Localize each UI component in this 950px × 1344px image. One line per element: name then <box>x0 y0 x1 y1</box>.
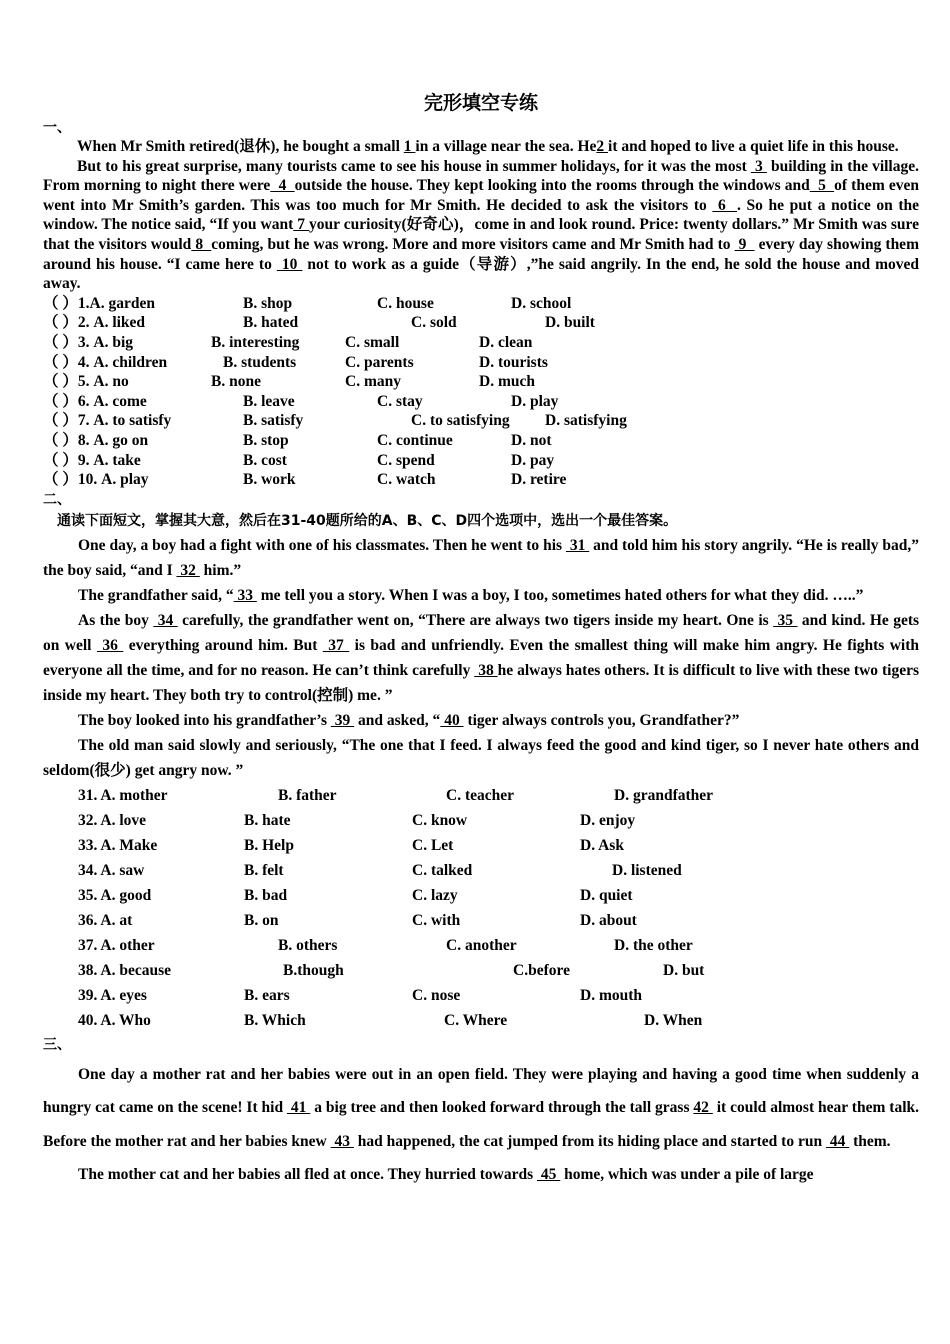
option-c: C. Let <box>412 836 454 854</box>
option-a: 36. A. at <box>78 911 133 929</box>
passage-text: One day, a boy had a fight with one of his classmates. Then he went to his <box>78 536 566 554</box>
section-2-passage <box>43 533 919 783</box>
passage-text: of them even went into Mr Smith’s garden. This was too much for Mr Smith. He decided to ask the visitors to <box>43 177 919 214</box>
option-row <box>78 858 919 883</box>
passage-paragraph <box>43 533 919 583</box>
option-c: C. with <box>412 911 461 929</box>
section-1-passage <box>43 137 919 294</box>
option-d: D. clean <box>479 333 533 351</box>
option-d: D. grandfather <box>614 786 714 804</box>
option-row <box>43 470 919 490</box>
option-d: D. but <box>663 961 705 979</box>
answer-blank: 31 <box>565 536 590 554</box>
option-a: 38. A. because <box>78 961 171 979</box>
option-c: C. sold <box>411 314 457 332</box>
option-a: （ ）6. A. come <box>43 392 147 410</box>
section-3-passage <box>43 1058 919 1192</box>
option-b: B. students <box>223 353 297 371</box>
option-a: （ ）9. A. take <box>43 451 141 469</box>
option-b: B. bad <box>244 886 288 904</box>
answer-blank: 7 <box>293 216 310 234</box>
option-row <box>43 451 919 471</box>
passage-text: The grandfather said, “ <box>78 586 234 604</box>
answer-blank: 5 <box>809 177 835 195</box>
option-c: C. lazy <box>412 886 458 904</box>
option-c: C. Where <box>444 1011 508 1029</box>
passage-text: The mother cat and her babies all fled at once. They hurried towards <box>78 1165 537 1183</box>
option-row <box>78 958 919 983</box>
option-a: （ ）2. A. liked <box>43 314 146 332</box>
option-c: C. many <box>345 373 401 391</box>
option-c: C. watch <box>377 471 436 489</box>
option-a: （ ）5. A. no <box>43 373 129 391</box>
option-a: 40. A. Who <box>78 1011 151 1029</box>
option-d: D. school <box>511 294 572 312</box>
answer-blank: 3 <box>750 157 767 175</box>
section-2-instruction: 通读下面短文，掌握其大意，然后在31-40题所给的A、B、C、D四个选项中，选出一个最佳答案。 <box>57 512 678 529</box>
passage-paragraph <box>43 137 919 157</box>
option-b: B.though <box>283 961 344 979</box>
option-c: C. stay <box>377 392 423 410</box>
passage-text: not to work as a guide（导游）,”he said angrily. In the end, he sold the house and moved away. <box>43 255 920 293</box>
option-b: B. father <box>278 786 337 804</box>
option-a: 33. A. Make <box>78 836 158 854</box>
page-title: 完形填空专练 <box>423 92 538 114</box>
option-c: C. parents <box>345 353 414 371</box>
answer-blank: 45 <box>536 1165 561 1183</box>
option-a: （ ）10. A. play <box>43 471 149 489</box>
passage-paragraph <box>43 733 919 783</box>
option-d: D. mouth <box>580 986 643 1004</box>
option-a: （ ）7. A. to satisfy <box>43 412 172 430</box>
option-c: C. continue <box>377 431 453 449</box>
document-page <box>43 88 919 1191</box>
passage-paragraph <box>43 608 919 708</box>
option-row <box>78 983 919 1008</box>
answer-blank: 10 <box>276 255 303 273</box>
passage-text: But to his great surprise, many tourists came to see his house in summer holidays, for it was the most <box>77 157 751 175</box>
option-row <box>43 372 919 392</box>
passage-text: me tell you a story. When I was a boy, I too, sometimes hated others for what they did. …..” <box>256 586 864 604</box>
option-c: C. another <box>446 936 517 954</box>
option-a: （ ）3. A. big <box>43 333 133 351</box>
section-1-label: 一、 <box>43 120 71 136</box>
option-row <box>78 883 919 908</box>
passage-text: building in the village. From morning to night there were <box>43 157 919 195</box>
passage-paragraph <box>43 583 919 608</box>
option-b: B. leave <box>243 392 295 410</box>
passage-text: and kind. He gets on well <box>43 611 920 654</box>
answer-blank: 42 <box>693 1099 713 1117</box>
answer-blank: 39 <box>330 711 355 729</box>
passage-text: One day a mother rat and her babies were out in an open field. They were playing and having a good time when suddenly a hungry cat came on the scene! It hid <box>43 1065 919 1117</box>
option-d: D. built <box>545 314 595 332</box>
passage-text: The boy looked into his grandfather’s <box>78 711 331 729</box>
passage-text: and asked, “ <box>354 711 441 729</box>
option-row <box>43 411 919 431</box>
option-row <box>43 333 919 353</box>
option-d: D. quiet <box>580 886 633 904</box>
passage-text: The old man said slowly and seriously, “The one that I feed. I always feed the good and kind tiger, so I never hate others and seldom(很少) get angry now. ” <box>43 736 919 779</box>
option-a: 37. A. other <box>78 936 155 954</box>
answer-blank: 4 <box>270 177 295 195</box>
option-b: B. ears <box>244 986 290 1004</box>
option-c: C. house <box>377 294 434 312</box>
passage-text: As the boy <box>78 611 154 629</box>
passage-paragraph <box>43 1158 919 1191</box>
passage-text: home, which was under a pile of large <box>560 1165 814 1183</box>
passage-paragraph <box>43 708 919 733</box>
option-b: B. felt <box>244 861 284 879</box>
option-row <box>43 294 919 314</box>
option-c: C. spend <box>377 451 435 469</box>
answer-blank: 43 <box>330 1132 354 1150</box>
option-row <box>78 783 919 808</box>
option-d: D. tourists <box>479 353 548 371</box>
answer-blank: 8 <box>191 235 212 253</box>
passage-text: every day showing them around his house. “I came here to <box>43 235 919 273</box>
option-d: D. about <box>580 911 637 929</box>
answer-blank: 32 <box>176 561 200 579</box>
option-a: （ ）1.A. garden <box>43 294 155 312</box>
option-c: C. know <box>412 811 468 829</box>
option-d: D. the other <box>614 936 693 954</box>
passage-text: When Mr Smith retired(退休), he bought a small <box>77 138 404 155</box>
passage-text: carefully, the grandfather went on, “There are always two tigers inside my heart. One is <box>177 611 774 629</box>
option-b: B. interesting <box>211 333 300 351</box>
section-1-options <box>43 294 919 490</box>
section-2-options <box>43 783 919 1033</box>
passage-text: coming, but he was wrong. More and more visitors came and Mr Smith had to <box>211 235 735 253</box>
option-a: 35. A. good <box>78 886 152 904</box>
passage-text: outside the house. They kept looking into the rooms through the windows and <box>294 177 810 195</box>
option-b: B. shop <box>243 294 293 312</box>
passage-text: tiger always controls you, Grandfather?” <box>463 711 740 729</box>
option-b: B. stop <box>243 431 289 449</box>
passage-text: a big tree and then looked forward through the tall grass <box>310 1099 694 1117</box>
answer-blank: 36 <box>96 636 124 654</box>
option-row <box>78 808 919 833</box>
option-b: B. on <box>244 911 279 929</box>
passage-text: . So he put a notice on the window. The notice said, “If you want <box>43 196 920 234</box>
option-d: D. When <box>644 1011 703 1029</box>
answer-blank: 33 <box>233 586 257 604</box>
option-row <box>43 313 919 333</box>
option-b: B. hated <box>243 314 299 332</box>
option-row <box>78 933 919 958</box>
option-a: 39. A. eyes <box>78 986 147 1004</box>
option-row <box>43 392 919 412</box>
option-c: C. teacher <box>446 786 514 804</box>
option-row <box>43 353 919 373</box>
option-a: 34. A. saw <box>78 861 145 879</box>
passage-text: in a village near the sea. He <box>415 138 597 155</box>
option-c: C. to satisfying <box>411 412 510 430</box>
passage-text: is bad and unfriendly. Even the smallest thing will make him angry. He fights with everyone all the time, and for no reason. He can’t think carefully <box>43 636 920 679</box>
answer-blank: 38 <box>474 661 498 679</box>
option-b: B. Help <box>244 836 294 854</box>
option-b: B. satisfy <box>243 412 304 430</box>
option-d: D. enjoy <box>580 811 636 829</box>
passage-paragraph <box>43 157 919 294</box>
option-d: D. pay <box>511 451 555 469</box>
option-c: C. nose <box>412 986 461 1004</box>
option-a: 31. A. mother <box>78 786 168 804</box>
answer-blank: 9 <box>734 235 755 253</box>
option-row <box>78 833 919 858</box>
option-b: B. others <box>278 936 338 954</box>
passage-text: him.” <box>199 561 242 579</box>
option-d: D. not <box>511 431 552 449</box>
option-a: 32. A. love <box>78 811 147 829</box>
passage-text: and told him his story angrily. “He is really bad,” the boy said, “and I <box>43 536 919 579</box>
option-b: B. none <box>211 373 261 391</box>
option-d: D. play <box>511 392 559 410</box>
option-d: D. Ask <box>580 836 624 854</box>
passage-paragraph <box>43 1058 919 1158</box>
option-d: D. satisfying <box>545 412 627 430</box>
option-row <box>43 431 919 451</box>
option-d: D. listened <box>612 861 682 879</box>
passage-text: them. <box>849 1132 891 1150</box>
option-row <box>78 1008 919 1033</box>
answer-blank: 40 <box>440 711 464 729</box>
answer-blank: 41 <box>286 1099 311 1117</box>
option-b: B. work <box>243 471 296 489</box>
option-b: B. Which <box>244 1011 306 1029</box>
passage-text: he always hates others. It is difficult to live with these two tigers inside my heart. They both try to control(控制) me. ” <box>43 661 919 704</box>
passage-text: had happened, the cat jumped from its hiding place and started to run <box>353 1132 826 1150</box>
section-2-label: 二、 <box>43 491 71 508</box>
option-d: D. much <box>479 373 535 391</box>
section-3-label: 三、 <box>43 1036 71 1053</box>
passage-text: it could almost hear them talk. Before the mother rat and her babies knew <box>43 1099 919 1150</box>
answer-blank: 37 <box>322 636 350 654</box>
option-c: C. talked <box>412 861 473 879</box>
option-row <box>78 908 919 933</box>
option-b: B. hate <box>244 811 291 829</box>
answer-blank: 34 <box>153 611 178 629</box>
option-c: C. small <box>345 333 400 351</box>
option-a: （ ）8. A. go on <box>43 431 149 449</box>
passage-text: it and hoped to live a quiet life in this house. <box>608 138 899 155</box>
passage-text: everything around him. But <box>123 636 323 654</box>
option-a: （ ）4. A. children <box>43 353 168 371</box>
passage-text: your curiosity(好奇心)，come in and look round. Price: twenty dollars.” Mr Smith was sure that the visitors would <box>43 216 920 253</box>
answer-blank: 1 <box>403 138 416 155</box>
answer-blank: 6 <box>712 196 738 214</box>
option-b: B. cost <box>243 451 287 469</box>
answer-blank: 2 <box>596 138 609 155</box>
answer-blank: 44 <box>825 1132 850 1150</box>
answer-blank: 35 <box>773 611 798 629</box>
option-c: C.before <box>513 961 570 979</box>
option-d: D. retire <box>511 471 567 489</box>
